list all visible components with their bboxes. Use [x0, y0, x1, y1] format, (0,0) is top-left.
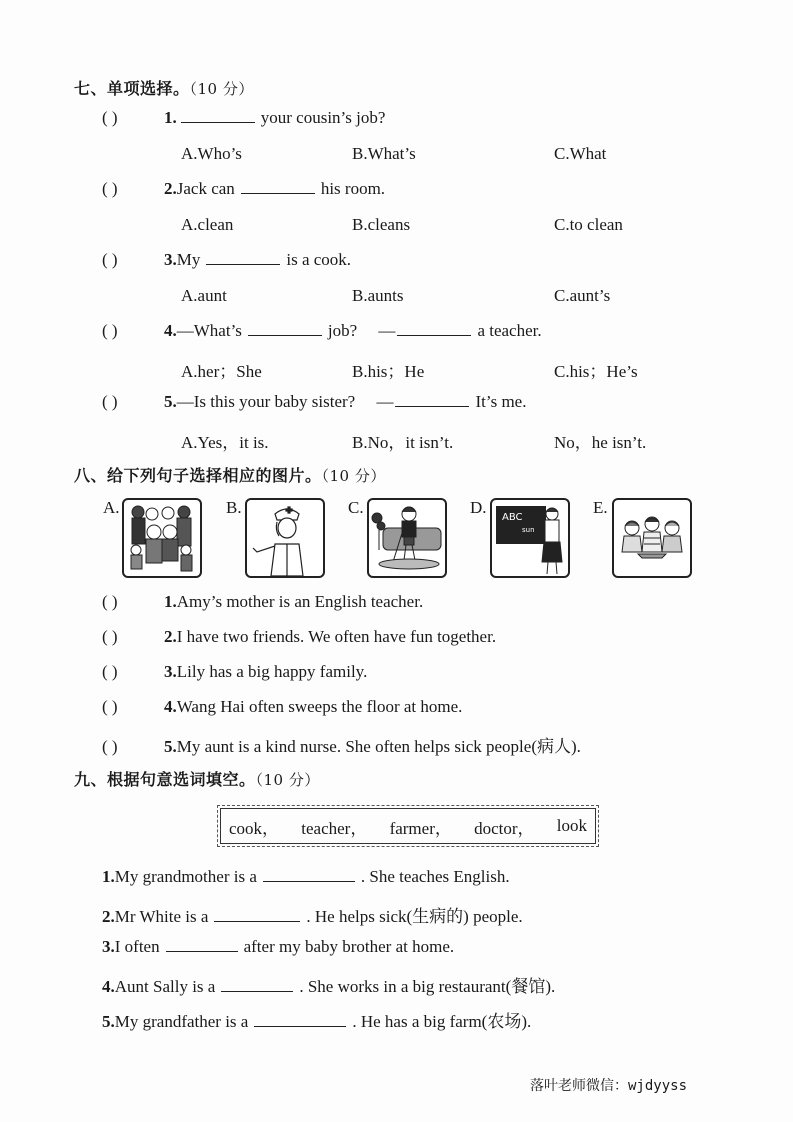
question-text: job? — — [327, 321, 396, 340]
question-text: My — [176, 250, 201, 269]
word-bank-item: cook， — [229, 818, 280, 838]
sentence-text: . She teaches English. — [360, 867, 510, 886]
sentence-text: Aunt Sally is a — [114, 977, 216, 996]
teacher-blackboard-picture-icon — [490, 498, 570, 578]
sentence-text: . He helps sick(生病的) people. — [306, 907, 523, 926]
three-friends-picture-icon — [612, 498, 692, 578]
answer-blank[interactable] — [181, 121, 255, 123]
section-8-title — [74, 463, 386, 486]
picture-label-b: B. — [226, 498, 242, 517]
word-bank — [220, 808, 596, 844]
answer-paren[interactable]: ( ) — [102, 627, 118, 646]
answer-paren[interactable]: ( ) — [102, 108, 118, 127]
question-text: —What’s — [176, 321, 242, 340]
match-sentence-3 — [102, 662, 367, 682]
answer-blank[interactable] — [248, 334, 322, 336]
question-text: his room. — [320, 179, 386, 198]
fill-sentence-2 — [102, 902, 523, 927]
word-bank-item: look — [556, 816, 587, 835]
sentence-number: 2. — [102, 907, 115, 926]
section-8-title-text: 八、给下列句子选择相应的图片。 — [74, 466, 322, 485]
family-picture-icon — [122, 498, 202, 578]
fill-sentence-5 — [102, 1007, 531, 1032]
mc-question-2 — [102, 179, 385, 199]
sentence-number: 5. — [102, 1012, 115, 1031]
board-text: ABC — [502, 512, 523, 523]
option-c: C.his；He’s — [554, 362, 638, 381]
question-number: 1. — [164, 108, 177, 127]
option-c: C.to clean — [554, 215, 623, 234]
answer-paren[interactable]: ( ) — [102, 737, 118, 756]
match-sentence-5 — [102, 732, 581, 757]
word-bank-item: teacher， — [301, 818, 368, 838]
sentence-number: 5. — [164, 737, 177, 756]
sentence-text: . She works in a big restaurant(餐馆). — [299, 977, 556, 996]
section-9-score: （10 分） — [255, 771, 320, 789]
option-c: C.What — [554, 144, 607, 163]
footer-label: 落叶老师微信： — [530, 1078, 628, 1094]
sentence-text: My grandmother is a — [114, 867, 257, 886]
footer-id: wjdyyss — [628, 1078, 688, 1094]
question-text: Jack can — [176, 179, 235, 198]
option-a: A.Who’s — [181, 144, 242, 163]
answer-blank[interactable] — [263, 880, 355, 882]
word-bank-item: doctor， — [474, 818, 535, 838]
question-number: 2. — [164, 179, 177, 198]
section-9-title-text: 九、根据句意选词填空。 — [74, 770, 256, 789]
option-b: B.What’s — [352, 144, 416, 163]
question-number: 4. — [164, 321, 177, 340]
sentence-text: My aunt is a kind nurse. She often helps sick people(病人). — [176, 737, 581, 756]
question-text: It’s me. — [475, 392, 527, 411]
sentence-text: Amy’s mother is an English teacher. — [176, 592, 424, 611]
answer-paren[interactable]: ( ) — [102, 250, 118, 269]
option-a: A.clean — [181, 215, 234, 234]
question-text: a teacher. — [477, 321, 542, 340]
board-word: sun — [522, 526, 535, 534]
picture-label-e: E. — [593, 498, 608, 517]
section-9-title — [74, 767, 320, 790]
answer-blank[interactable] — [395, 405, 469, 407]
sentence-text: Mr White is a — [114, 907, 209, 926]
match-sentence-2 — [102, 627, 496, 647]
word-bank-item: farmer， — [389, 818, 452, 838]
question-text: your cousin’s job? — [260, 108, 386, 127]
option-b: B.his；He — [352, 362, 425, 381]
section-8-score: （10 分） — [321, 467, 386, 485]
answer-paren[interactable]: ( ) — [102, 392, 118, 411]
sentence-text: . He has a big farm(农场). — [352, 1012, 532, 1031]
mc-question-3 — [102, 250, 351, 270]
answer-blank[interactable] — [397, 334, 471, 336]
sentence-text: My grandfather is a — [114, 1012, 249, 1031]
answer-paren[interactable]: ( ) — [102, 321, 118, 340]
answer-blank[interactable] — [166, 950, 238, 952]
sentence-text: I often — [114, 937, 160, 956]
option-b: B.aunts — [352, 286, 404, 305]
mc-question-4 — [102, 321, 542, 341]
sentence-number: 1. — [102, 867, 115, 886]
section-7-title-text: 七、单项选择。 — [74, 79, 190, 98]
sentence-number: 4. — [102, 977, 115, 996]
answer-blank[interactable] — [241, 192, 315, 194]
sentence-text: Lily has a big happy family. — [176, 662, 368, 681]
match-sentence-1 — [102, 592, 423, 612]
sentence-number: 3. — [164, 662, 177, 681]
sentence-number: 4. — [164, 697, 177, 716]
fill-sentence-4 — [102, 972, 555, 997]
answer-blank[interactable] — [214, 920, 300, 922]
fill-sentence-1 — [102, 867, 510, 887]
option-b: B.No，it isn’t. — [352, 433, 454, 452]
question-text: —Is this your baby sister? — — [176, 392, 394, 411]
question-text: is a cook. — [286, 250, 352, 269]
fill-sentence-3 — [102, 937, 454, 957]
answer-paren[interactable]: ( ) — [102, 662, 118, 681]
sentence-text: after my baby brother at home. — [243, 937, 455, 956]
section-7-title — [74, 76, 254, 99]
question-number: 5. — [164, 392, 177, 411]
sentence-number: 2. — [164, 627, 177, 646]
answer-blank[interactable] — [254, 1025, 346, 1027]
option-a: A.Yes，it is. — [181, 433, 269, 452]
mc-question-1 — [102, 108, 385, 128]
answer-paren[interactable]: ( ) — [102, 592, 118, 611]
sentence-text: I have two friends. We often have fun together. — [176, 627, 497, 646]
picture-label-c: C. — [348, 498, 364, 517]
answer-paren[interactable]: ( ) — [102, 697, 118, 716]
sentence-number: 3. — [102, 937, 115, 956]
option-a: A.aunt — [181, 286, 227, 305]
question-number: 3. — [164, 250, 177, 269]
picture-label-d: D. — [470, 498, 487, 517]
sentence-number: 1. — [164, 592, 177, 611]
option-c: No，he isn’t. — [554, 433, 647, 452]
sentence-text: Wang Hai often sweeps the floor at home. — [176, 697, 463, 716]
answer-blank[interactable] — [221, 990, 293, 992]
answer-blank[interactable] — [206, 263, 280, 265]
option-b: B.cleans — [352, 215, 411, 234]
boy-sweeping-picture-icon — [367, 498, 447, 578]
picture-label-a: A. — [103, 498, 120, 517]
option-a: A.her；She — [181, 362, 262, 381]
footer-watermark — [530, 1075, 687, 1095]
match-sentence-4 — [102, 697, 462, 717]
option-c: C.aunt’s — [554, 286, 611, 305]
answer-paren[interactable]: ( ) — [102, 179, 118, 198]
nurse-picture-icon — [245, 498, 325, 578]
section-7-score: （10 分） — [189, 80, 254, 98]
mc-question-5 — [102, 392, 526, 412]
